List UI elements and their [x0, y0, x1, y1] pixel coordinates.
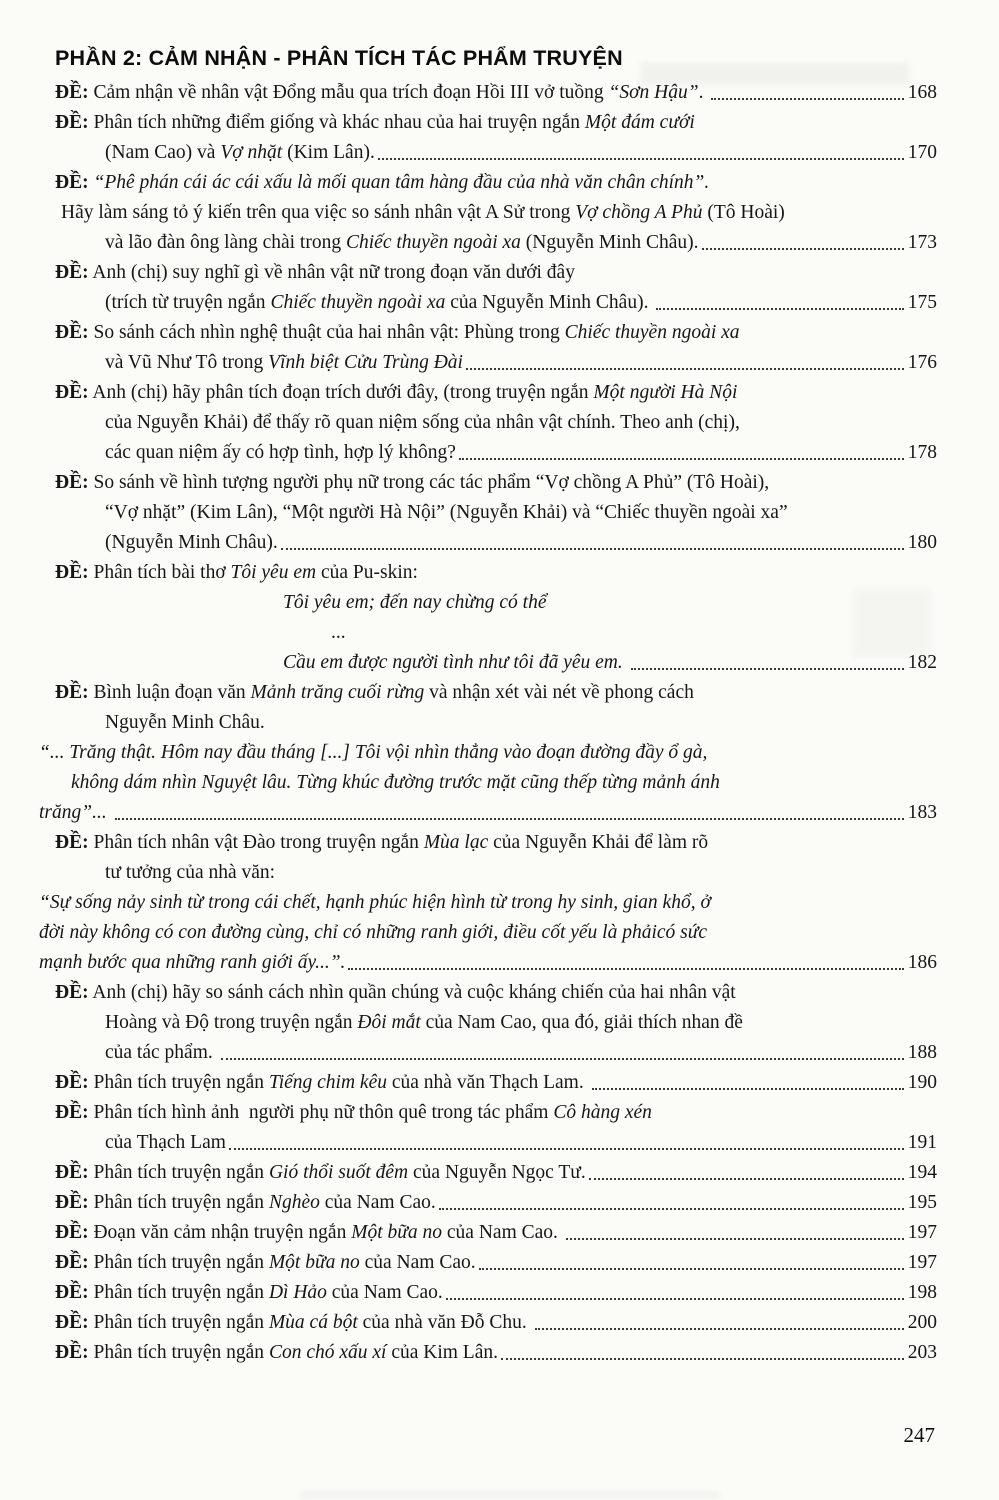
page-ref: 168: [907, 82, 937, 103]
entry-label: ĐỀ:: [55, 1222, 89, 1243]
entry-label: ĐỀ:: [55, 322, 89, 343]
toc-line-text: [105, 1008, 743, 1038]
dot-leader: [702, 247, 904, 250]
toc-line-text: [105, 348, 463, 378]
toc-line-text: [55, 1308, 532, 1338]
work-title: Một bữa no: [268, 1252, 360, 1273]
entry-text: Phân tích truyện ngắn: [88, 1342, 269, 1363]
work-title: Chiếc thuyền ngoài xa: [564, 322, 740, 343]
entry-text: (Nguyễn Minh Châu).: [105, 532, 278, 553]
page-ref: 182: [907, 652, 937, 673]
dot-leader: [711, 97, 903, 100]
toc-line-text: [71, 768, 720, 798]
toc-line: [39, 768, 937, 798]
entry-label: ĐỀ:: [55, 82, 89, 103]
toc-line: [55, 618, 937, 648]
toc-line: [55, 228, 937, 258]
page-ref: 180: [907, 532, 937, 553]
toc-line: [55, 648, 937, 678]
toc-line-text: [55, 1218, 563, 1248]
work-title: Cầu em được người tình như tôi đã yêu em.: [283, 652, 623, 673]
entry-label: ĐỀ:: [55, 982, 89, 1003]
toc-line: [55, 378, 937, 408]
toc-line-text: [55, 78, 708, 108]
toc-line: [55, 858, 937, 888]
entry-text: của tác phẩm.: [105, 1042, 218, 1063]
page-ref: 195: [907, 1192, 937, 1213]
entry-text: của nhà văn Đỗ Chu.: [357, 1312, 532, 1333]
dot-leader: [229, 1147, 904, 1150]
toc-line: [55, 408, 937, 438]
table-of-contents: [39, 78, 937, 1368]
toc-line: [55, 1008, 937, 1038]
entry-label: ĐỀ:: [55, 172, 89, 193]
entry-text: của Nguyễn Minh Châu).: [445, 292, 654, 313]
work-title: “Sơn Hậu”: [608, 82, 699, 103]
toc-line-text: [55, 1188, 436, 1218]
toc-line: [55, 108, 937, 138]
work-title: Cô hàng xén: [553, 1102, 652, 1123]
entry-text: Cảm nhận về nhân vật Đổng mẫu qua trích đoạn Hồi III vở tuồng: [88, 82, 609, 103]
page-ref: 203: [907, 1342, 937, 1363]
work-title: Tiếng chim kêu: [268, 1072, 387, 1093]
toc-line-text: [55, 978, 736, 1008]
toc-line-text: [55, 1278, 443, 1308]
work-title: Một đám cưới: [584, 112, 695, 133]
toc-entry: [55, 378, 937, 468]
toc-line-text: [55, 1248, 476, 1278]
dot-leader: [631, 667, 904, 670]
dot-leader: [479, 1267, 904, 1270]
entry-text: các quan niệm ấy có hợp tình, hợp lý không?: [105, 442, 456, 463]
entry-text: và lão đàn ông làng chài trong: [105, 232, 346, 253]
toc-entry: [55, 1098, 937, 1158]
entry-text: của Nam Cao.: [319, 1192, 436, 1213]
entry-text: So sánh về hình tượng người phụ nữ trong các tác phẩm “Vợ chồng A Phủ” (Tô Hoài),: [88, 472, 770, 493]
toc-line: [55, 138, 937, 168]
page-ref: 183: [907, 802, 937, 823]
toc-line: [55, 1158, 937, 1188]
work-title: đời này không có con đường cùng, chỉ có những ranh giới, điều cốt yếu là phảicó sức: [39, 922, 708, 943]
toc-line: [39, 738, 937, 768]
toc-line: [39, 948, 937, 978]
entry-text: Hãy làm sáng tỏ ý kiến trên qua việc so sánh nhân vật A Sử trong: [61, 202, 576, 223]
toc-entry: [55, 1308, 937, 1338]
toc-line: [55, 1098, 937, 1128]
toc-line: [55, 78, 937, 108]
entry-text: của Kim Lân.: [386, 1342, 498, 1363]
work-title: Mùa lạc: [423, 832, 489, 853]
work-title: Vợ chồng A Phủ: [575, 202, 703, 223]
entry-label: ĐỀ:: [55, 682, 89, 703]
dot-leader: [656, 307, 903, 310]
toc-line-text: [105, 288, 653, 318]
work-title: không dám nhìn Nguyệt lâu. Từng khúc đường trước mặt cũng thếp từng mảnh ánh: [71, 772, 720, 793]
toc-line-text: [61, 198, 785, 228]
toc-entry: [55, 318, 937, 378]
toc-entry: [55, 1188, 937, 1218]
entry-text: và Vũ Như Tô trong: [105, 352, 269, 373]
entry-text: Nguyễn Minh Châu.: [105, 712, 265, 733]
work-title: Vợ nhặt: [220, 142, 283, 163]
toc-line: [55, 1278, 937, 1308]
toc-line: [55, 1188, 937, 1218]
dot-leader: [501, 1357, 904, 1360]
toc-line: [55, 1218, 937, 1248]
toc-line-text: [39, 738, 707, 768]
dot-leader: [592, 1087, 904, 1090]
entry-text: Hoàng và Độ trong truyện ngắn: [105, 1012, 358, 1033]
entry-text: Phân tích bài thơ: [88, 562, 231, 583]
entry-text: của Nguyễn Ngọc Tư.: [408, 1162, 586, 1183]
toc-entry: [39, 828, 937, 978]
entry-text: .: [698, 82, 709, 103]
page-ref: 191: [907, 1132, 937, 1153]
work-title: Tôi yêu em: [230, 562, 317, 583]
entry-label: ĐỀ:: [55, 1252, 89, 1273]
entry-text: ...: [331, 622, 346, 643]
entry-text: và nhận xét vài nét về phong cách: [424, 682, 694, 703]
dot-leader: [115, 817, 904, 820]
toc-entry: [55, 1158, 937, 1188]
work-title: Con chó xấu xí: [268, 1342, 387, 1363]
page-ref: 198: [907, 1282, 937, 1303]
section-title: PHẦN 2: CẢM NHẬN - PHÂN TÍCH TÁC PHẨM TRUYỆN: [55, 46, 623, 70]
dot-leader: [535, 1327, 904, 1330]
page-ref: 173: [907, 232, 937, 253]
dot-leader: [348, 967, 903, 970]
toc-entry: [55, 558, 937, 678]
scan-artifact: [300, 1492, 720, 1498]
entry-text: Anh (chị) hãy so sánh cách nhìn quần chúng và cuộc kháng chiến của hai nhân vật: [88, 982, 736, 1003]
toc-line: [55, 828, 937, 858]
toc-line: [55, 258, 937, 288]
toc-line: [55, 198, 937, 228]
entry-text: tư tưởng của nhà văn:: [105, 862, 276, 883]
entry-label: ĐỀ:: [55, 1072, 89, 1093]
entry-text: Phân tích truyện ngắn: [88, 1312, 269, 1333]
entry-text: (Kim Lân).: [282, 142, 375, 163]
toc-line-text: [55, 378, 737, 408]
entry-text: Phân tích truyện ngắn: [88, 1072, 269, 1093]
page-ref: 197: [907, 1222, 937, 1243]
work-title: “Phê phán cái ác cái xấu là mối quan tâm hàng đầu của nhà văn chân chính”.: [93, 172, 710, 193]
work-title: “... Trăng thật. Hôm nay đầu tháng [...] Tôi vội nhìn thẳng vào đoạn đường đầy ổ gà,: [39, 742, 708, 763]
page-ref: 178: [907, 442, 937, 463]
toc-line: [55, 708, 937, 738]
work-title: mạnh bước qua những ranh giới ấy...”.: [39, 952, 346, 973]
entry-text: Phân tích truyện ngắn: [88, 1192, 269, 1213]
toc-line: [55, 468, 937, 498]
work-title: Một bữa no: [351, 1222, 443, 1243]
dot-leader: [439, 1207, 904, 1210]
entry-text: Phân tích truyện ngắn: [88, 1162, 269, 1183]
dot-leader: [589, 1177, 904, 1180]
toc-entry: [39, 678, 937, 828]
entry-label: ĐỀ:: [55, 112, 89, 133]
entry-label: ĐỀ:: [55, 1192, 89, 1213]
entry-text: Bình luận đoạn văn: [88, 682, 251, 703]
entry-text: “Vợ nhặt” (Kim Lân), “Một người Hà Nội” (Nguyễn Khải) và “Chiếc thuyền ngoài xa”: [105, 502, 788, 523]
work-title: Mảnh trăng cuối rừng: [250, 682, 425, 703]
toc-entry: [55, 1248, 937, 1278]
page-ref: 186: [907, 952, 937, 973]
toc-line-text: [105, 858, 275, 888]
toc-line: [55, 498, 937, 528]
toc-line-text: [105, 528, 278, 558]
entry-text: (Tô Hoài): [702, 202, 785, 223]
toc-line: [39, 888, 937, 918]
toc-line-text: [55, 108, 695, 138]
entry-text: So sánh cách nhìn nghệ thuật của hai nhân vật: Phùng trong: [88, 322, 565, 343]
work-title: trăng”...: [39, 802, 112, 823]
entry-text: của Pu-skin:: [316, 562, 418, 583]
toc-line-text: [55, 678, 694, 708]
toc-line-text: [105, 138, 375, 168]
entry-text: của Nam Cao.: [442, 1222, 563, 1243]
toc-line-text: [283, 588, 547, 618]
page-number: 247: [903, 1423, 935, 1447]
toc-entry: [55, 978, 937, 1068]
toc-line-text: [55, 1338, 498, 1368]
entry-text: [623, 652, 628, 673]
work-title: Vĩnh biệt Cửu Trùng Đài: [268, 352, 463, 373]
toc-line: [55, 1338, 937, 1368]
entry-text: Phân tích nhân vật Đào trong truyện ngắn: [88, 832, 424, 853]
page-ref: 197: [907, 1252, 937, 1273]
entry-label: ĐỀ:: [55, 1282, 89, 1303]
toc-entry: [55, 1278, 937, 1308]
dot-leader: [378, 157, 904, 160]
work-title: Gió thổi suốt đêm: [268, 1162, 409, 1183]
entry-text: Anh (chị) suy nghĩ gì về nhân vật nữ trong đoạn văn dưới đây: [88, 262, 575, 283]
dot-leader: [466, 367, 904, 370]
toc-line-text: [331, 618, 346, 648]
work-title: Chiếc thuyền ngoài xa: [345, 232, 521, 253]
entry-text: (Nguyễn Minh Châu).: [520, 232, 699, 253]
toc-entry: [55, 1218, 937, 1248]
toc-line-text: [55, 1068, 589, 1098]
entry-text: của Nam Cao.: [326, 1282, 443, 1303]
toc-entry: [55, 78, 937, 108]
entry-text: của Nguyễn Khải) để thấy rõ quan niệm sống của nhân vật chính. Theo anh (chị),: [105, 412, 740, 433]
work-title: Nghèo: [268, 1192, 320, 1213]
toc-line-text: [105, 1128, 226, 1158]
dot-leader: [281, 547, 904, 550]
toc-line: [55, 1248, 937, 1278]
entry-label: ĐỀ:: [55, 1162, 89, 1183]
toc-line-text: [105, 498, 788, 528]
toc-line: [55, 528, 937, 558]
work-title: Một người Hà Nội: [593, 382, 738, 403]
toc-line: [55, 678, 937, 708]
toc-entry: [55, 258, 937, 318]
toc-line-text: [55, 468, 769, 498]
entry-label: ĐỀ:: [55, 1342, 89, 1363]
entry-text: (trích từ truyện ngắn: [105, 292, 271, 313]
toc-line: [39, 798, 937, 828]
entry-text: Phân tích truyện ngắn: [88, 1282, 269, 1303]
entry-text: Anh (chị) hãy phân tích đoạn trích dưới đây, (trong truyện ngắn: [88, 382, 594, 403]
toc-line-text: [55, 1158, 586, 1188]
work-title: Tôi yêu em; đến nay chừng có thể: [283, 592, 547, 613]
toc-line-text: [39, 888, 711, 918]
toc-line: [55, 288, 937, 318]
toc-line-text: [55, 1098, 652, 1128]
toc-line-text: [105, 1038, 218, 1068]
entry-text: của Thạch Lam: [105, 1132, 226, 1153]
toc-line-text: [55, 258, 575, 288]
toc-line: [39, 918, 937, 948]
toc-line-text: [105, 438, 456, 468]
toc-line: [55, 978, 937, 1008]
toc-entry: [55, 108, 937, 168]
page-ref: 200: [907, 1312, 937, 1333]
toc-line: [55, 318, 937, 348]
entry-text: của Nguyễn Khải để làm rõ: [488, 832, 709, 853]
work-title: “Sự sống nảy sinh từ trong cái chết, hạnh phúc hiện hình từ trong hy sinh, gian khổ, ở: [39, 892, 711, 913]
entry-text: của Nam Cao.: [359, 1252, 476, 1273]
entry-text: Phân tích những điểm giống và khác nhau của hai truyện ngắn: [88, 112, 585, 133]
dot-leader: [566, 1237, 904, 1240]
toc-entry: [55, 168, 937, 258]
toc-line-text: [39, 798, 112, 828]
entry-label: ĐỀ:: [55, 1312, 89, 1333]
toc-line-text: [55, 168, 709, 198]
entry-text: của nhà văn Thạch Lam.: [387, 1072, 589, 1093]
dot-leader: [221, 1057, 904, 1060]
toc-line-text: [105, 708, 265, 738]
entry-text: (Nam Cao) và: [105, 142, 221, 163]
toc-line-text: [105, 228, 699, 258]
toc-line-text: [39, 948, 345, 978]
toc-line-text: [55, 828, 708, 858]
toc-line-text: [105, 408, 740, 438]
toc-line: [55, 348, 937, 378]
toc-line: [55, 168, 937, 198]
entry-label: ĐỀ:: [55, 1102, 89, 1123]
page-ref: 175: [907, 292, 937, 313]
entry-text: Đoạn văn cảm nhận truyện ngắn: [88, 1222, 352, 1243]
toc-line: [55, 1308, 937, 1338]
toc-entry: [55, 1068, 937, 1098]
toc-line-text: [39, 918, 707, 948]
page-ref: 190: [907, 1072, 937, 1093]
toc-entry: [55, 468, 937, 558]
toc-line: [55, 1038, 937, 1068]
entry-label: ĐỀ:: [55, 472, 89, 493]
entry-label: ĐỀ:: [55, 832, 89, 853]
entry-label: ĐỀ:: [55, 262, 89, 283]
page-ref: 170: [907, 142, 937, 163]
dot-leader: [459, 457, 904, 460]
entry-text: Phân tích truyện ngắn: [88, 1252, 269, 1273]
toc-line: [55, 558, 937, 588]
work-title: Dì Hảo: [268, 1282, 327, 1303]
entry-label: ĐỀ:: [55, 562, 89, 583]
work-title: Đôi mắt: [357, 1012, 421, 1033]
toc-entry: [55, 1338, 937, 1368]
toc-line-text: [55, 558, 418, 588]
toc-line: [55, 438, 937, 468]
toc-line-text: [283, 648, 628, 678]
page-ref: 176: [907, 352, 937, 373]
entry-text: của Nam Cao, qua đó, giải thích nhan đề: [420, 1012, 743, 1033]
dot-leader: [446, 1297, 904, 1300]
toc-line-text: [55, 318, 740, 348]
entry-label: ĐỀ:: [55, 382, 89, 403]
work-title: Mùa cá bột: [268, 1312, 358, 1333]
work-title: Chiếc thuyền ngoài xa: [270, 292, 446, 313]
toc-line: [55, 588, 937, 618]
toc-line: [55, 1128, 937, 1158]
page-ref: 194: [907, 1162, 937, 1183]
toc-line: [55, 1068, 937, 1098]
page-ref: 188: [907, 1042, 937, 1063]
entry-text: Phân tích hình ảnh người phụ nữ thôn quê trong tác phẩm: [88, 1102, 554, 1123]
